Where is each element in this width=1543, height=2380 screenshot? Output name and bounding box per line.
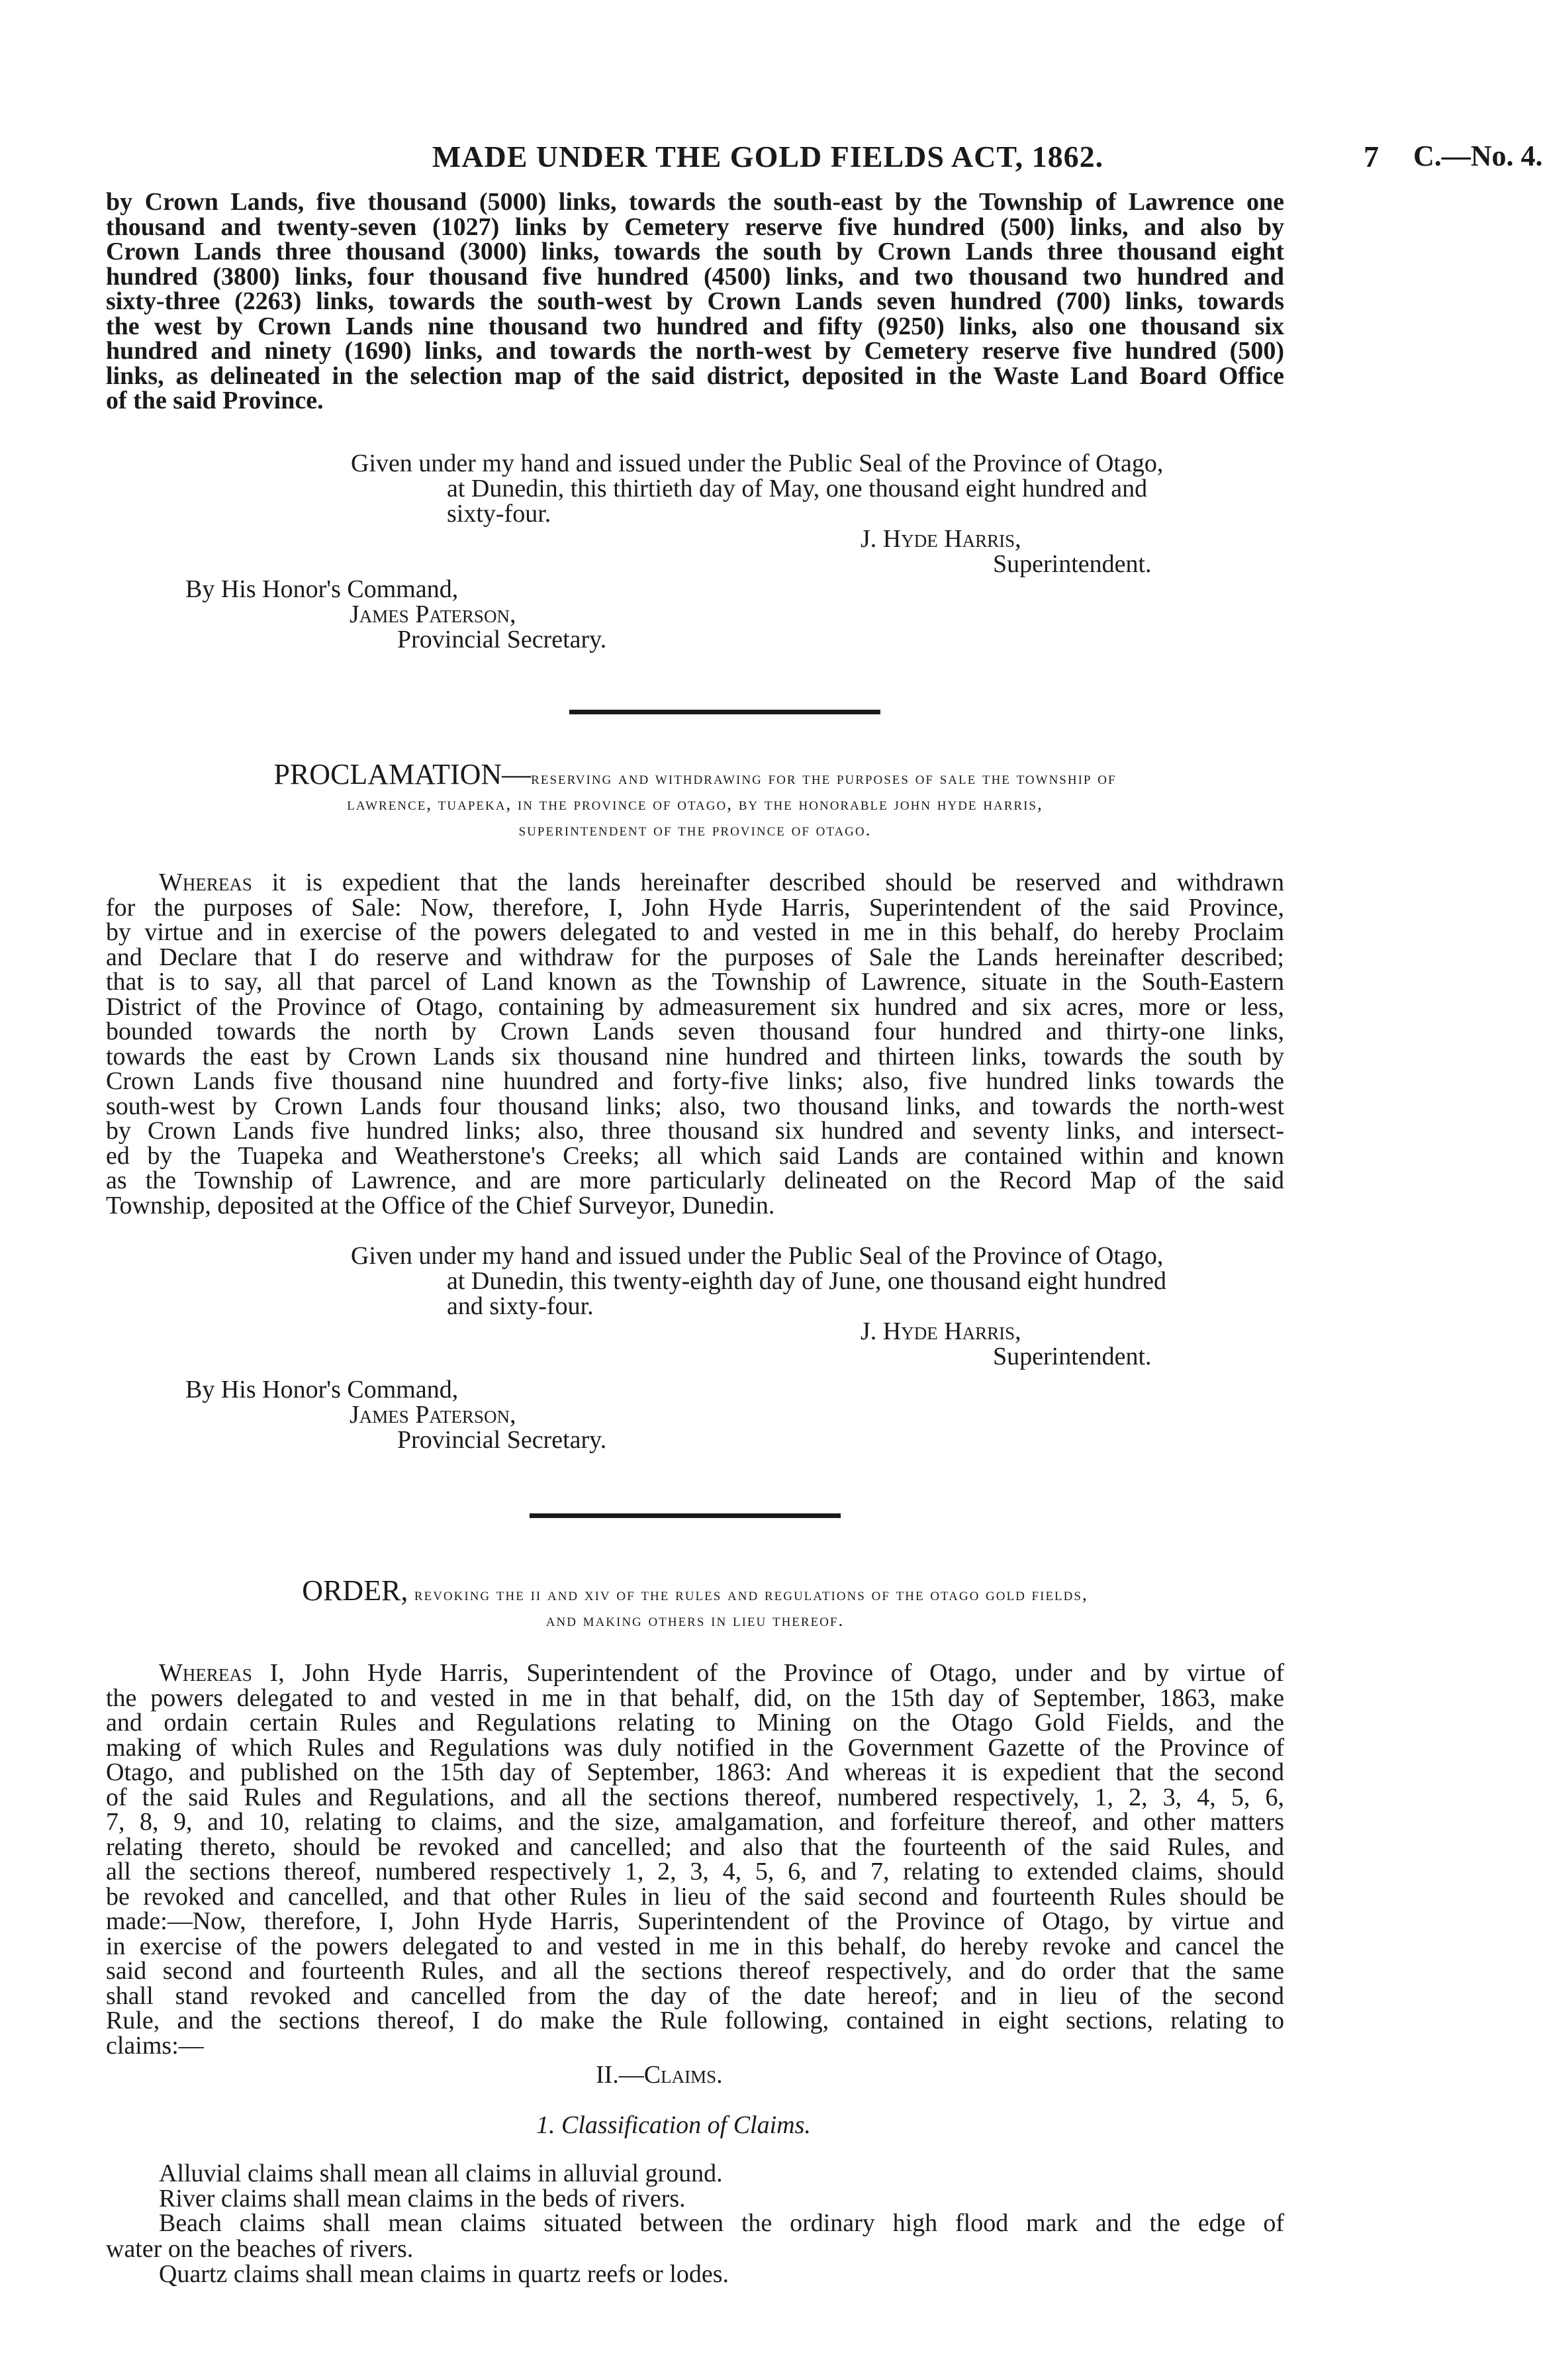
paragraph-line: making of which Rules and Regulations was duly notified in the Government Gazette of the Province of	[106, 1733, 1284, 1762]
given-under-hand: sixty-four.	[447, 500, 551, 528]
paragraph-line: by virtue and in exercise of the powers delegated to and vested in me in this behalf, do hereby Proclaim	[106, 918, 1284, 946]
paragraph-line: sixty-three (2263) links, towards the south-west by Crown Lands seven hundred (700) links, towards	[106, 287, 1284, 315]
heading-text: lawrence, tuapeka, in the province of otago, by the honorable john hyde harris,	[347, 794, 1043, 814]
paragraph-line: Beach claims shall mean claims situated between the ordinary high flood mark and the edge of	[159, 2209, 1284, 2237]
paragraph-line	[106, 1661, 1284, 1686]
definition-line: Quartz claims shall mean claims in quartz reefs or lodes.	[159, 2260, 729, 2288]
given-under-hand: and sixty-four.	[447, 1292, 594, 1320]
paragraph-line: thousand and twenty-seven (1027) links by Cemetery reserve five hundred (500) links, and also by	[106, 213, 1284, 241]
proclamation-paragraph	[106, 871, 1284, 1218]
paragraph-line: hundred and ninety (1690) links, and towards the north-west by Cemetery reserve five hundred (500)	[106, 337, 1284, 365]
continuation-paragraph	[106, 190, 1284, 414]
paragraph-line: of the said Province.	[106, 387, 324, 414]
secretary-title: Provincial Secretary.	[397, 1426, 607, 1454]
paragraph-line: towards the east by Crown Lands six thousand nine hundred and thirteen links, towards the south by	[106, 1042, 1284, 1071]
command-line: By His Honor's Command,	[185, 1376, 459, 1404]
definition-line: water on the beaches of rivers.	[106, 2235, 414, 2263]
signer-name: J. Hyde Harris,	[861, 525, 1021, 553]
paragraph-line: Rule, and the sections thereof, I do make the Rule following, contained in eight sections, relating to	[106, 2007, 1284, 2034]
document-reference: C.—No. 4.	[1413, 140, 1543, 172]
lead-word: Whereas	[159, 869, 252, 896]
heading-lead: ORDER,	[302, 1574, 408, 1607]
paragraph-text: it is expedient that the lands hereinafter described should be reserved and withdrawn	[252, 869, 1284, 896]
paragraph-line: in exercise of the powers delegated to and vested in me in this behalf, do hereby revoke and cancel the	[106, 1932, 1284, 1960]
paragraph-line: of the said Rules and Regulations, and all the sections thereof, numbered respectively, 1, 2, 3, 4, 5, 6,	[106, 1783, 1284, 1811]
secretary-name: James Paterson,	[350, 600, 516, 628]
section-divider	[569, 710, 880, 714]
rule-heading: II.—Claims.	[596, 2061, 723, 2089]
paragraph-text: I, John Hyde Harris, Superintendent of the Province of Otago, under and by virtue of	[252, 1659, 1284, 1687]
paragraph-line: shall stand revoked and cancelled from the day of the date hereof; and in lieu of the second	[106, 1981, 1284, 2010]
given-under-hand: at Dunedin, this twenty-eighth day of June, one thousand eight hundred	[447, 1267, 1167, 1295]
order-paragraph	[106, 1661, 1284, 2058]
heading-lead: PROCLAMATION—	[273, 758, 532, 790]
section-divider	[530, 1513, 841, 1518]
paragraph-line: Crown Lands three thousand (3000) links, towards the south by Crown Lands three thousand eight	[106, 238, 1284, 265]
lead-word: Whereas	[159, 1659, 252, 1687]
running-header	[106, 139, 1543, 179]
running-title: MADE UNDER THE GOLD FIELDS ACT, 1862.	[432, 140, 1104, 173]
paragraph-line: for the purposes of Sale: Now, therefore, I, John Hyde Harris, Superintendent of the said Province,	[106, 893, 1284, 922]
heading-text: reserving and withdrawing for the purposes of sale the township of	[531, 768, 1117, 788]
paragraph-line: the powers delegated to and vested in me in that behalf, did, on the 15th day of September, 1863, make	[106, 1684, 1284, 1712]
paragraph-line: be revoked and cancelled, and that other Rules in lieu of the said second and fourteenth Rules should be	[106, 1882, 1284, 1911]
secretary-name: James Paterson,	[350, 1401, 516, 1429]
definition-line	[106, 2211, 1284, 2236]
paragraph-line: relating thereto, should be revoked and cancelled; and also that the fourteenth of the said Rules, and	[106, 1833, 1284, 1861]
proclamation-heading	[106, 758, 1284, 841]
command-line: By His Honor's Command,	[185, 575, 459, 603]
paragraph-line: 7, 8, 9, and 10, relating to claims, and the size, amalgamation, and forfeiture thereof, and other matters	[106, 1808, 1284, 1836]
given-under-hand: Given under my hand and issued under the Public Seal of the Province of Otago,	[351, 450, 1164, 477]
paragraph-line: bounded towards the north by Crown Lands seven thousand four hundred and thirty-one links,	[106, 1018, 1284, 1045]
paragraph-line: Otago, and published on the 15th day of September, 1863: And whereas it is expedient that the second	[106, 1758, 1284, 1786]
heading-text: and making others in lieu thereof.	[545, 1610, 845, 1630]
given-under-hand: at Dunedin, this thirtieth day of May, one thousand eight hundred and	[447, 475, 1148, 502]
paragraph-line: District of the Province of Otago, containing by admeasurement six hundred and six acres, more or less,	[106, 992, 1284, 1021]
paragraph-line: claims:—	[106, 2031, 204, 2060]
signer-title: Superintendent.	[993, 1343, 1152, 1370]
heading-text: superintendent of the province of otago.	[518, 820, 872, 839]
paragraph-line: made:—Now, therefore, I, John Hyde Harris, Superintendent of the Province of Otago, by virtue and	[106, 1907, 1284, 1935]
paragraph-line: Crown Lands five thousand nine huundred and forty-five links; also, five hundred links towards the	[106, 1067, 1284, 1095]
definition-line: River claims shall mean claims in the beds of rivers.	[159, 2185, 686, 2213]
paragraph-line: and Declare that I do reserve and withdraw for the purposes of Sale the Lands hereinafter described;	[106, 943, 1284, 971]
paragraph-line: links, as delineated in the selection map of the said district, deposited in the Waste Land Board Office	[106, 361, 1284, 390]
paragraph-line: as the Township of Lawrence, and are more particularly delineated on the Record Map of the said	[106, 1166, 1284, 1194]
paragraph-line: and ordain certain Rules and Regulations relating to Mining on the Otago Gold Fields, and the	[106, 1709, 1284, 1737]
paragraph-line: the west by Crown Lands nine thousand two hundred and fifty (9250) links, also one thousand six	[106, 312, 1284, 340]
paragraph-line: south-west by Crown Lands four thousand links; also, two thousand links, and towards the north-west	[106, 1092, 1284, 1120]
paragraph-line: Township, deposited at the Office of the Chief Surveyor, Dunedin.	[106, 1191, 775, 1219]
paragraph-line: hundred (3800) links, four thousand five hundred (4500) links, and two thousand two hundred and	[106, 262, 1284, 291]
order-heading	[106, 1574, 1284, 1632]
paragraph-line: by Crown Lands, five thousand (5000) links, towards the south-east by the Township of Lawrence one	[106, 188, 1284, 216]
definition-line: Alluvial claims shall mean all claims in alluvial ground.	[159, 2160, 723, 2187]
paragraph-line: that is to say, all that parcel of Land known as the Township of Lawrence, situate in the South-Eastern	[106, 968, 1284, 996]
page-number: 7	[1364, 140, 1379, 173]
paragraph-line	[106, 871, 1284, 896]
paragraph-line: said second and fourteenth Rules, and all the sections thereof respectively, and do order that the same	[106, 1957, 1284, 1985]
subheading: 1. Classification of Claims.	[536, 2111, 811, 2139]
signer-name: J. Hyde Harris,	[861, 1317, 1021, 1345]
signer-title: Superintendent.	[993, 550, 1152, 578]
heading-text: revoking the ii and xiv of the rules and regulations of the otago gold fields,	[414, 1584, 1088, 1604]
paragraph-line: ed by the Tuapeka and Weatherstone's Creeks; all which said Lands are contained within and known	[106, 1141, 1284, 1170]
paragraph-line: all the sections thereof, numbered respectively 1, 2, 3, 4, 5, 6, and 7, relating to extended claims, should	[106, 1858, 1284, 1885]
given-under-hand: Given under my hand and issued under the Public Seal of the Province of Otago,	[351, 1242, 1164, 1270]
secretary-title: Provincial Secretary.	[397, 626, 607, 653]
paragraph-line: by Crown Lands five hundred links; also, three thousand six hundred and seventy links, and intersect-	[106, 1117, 1284, 1145]
